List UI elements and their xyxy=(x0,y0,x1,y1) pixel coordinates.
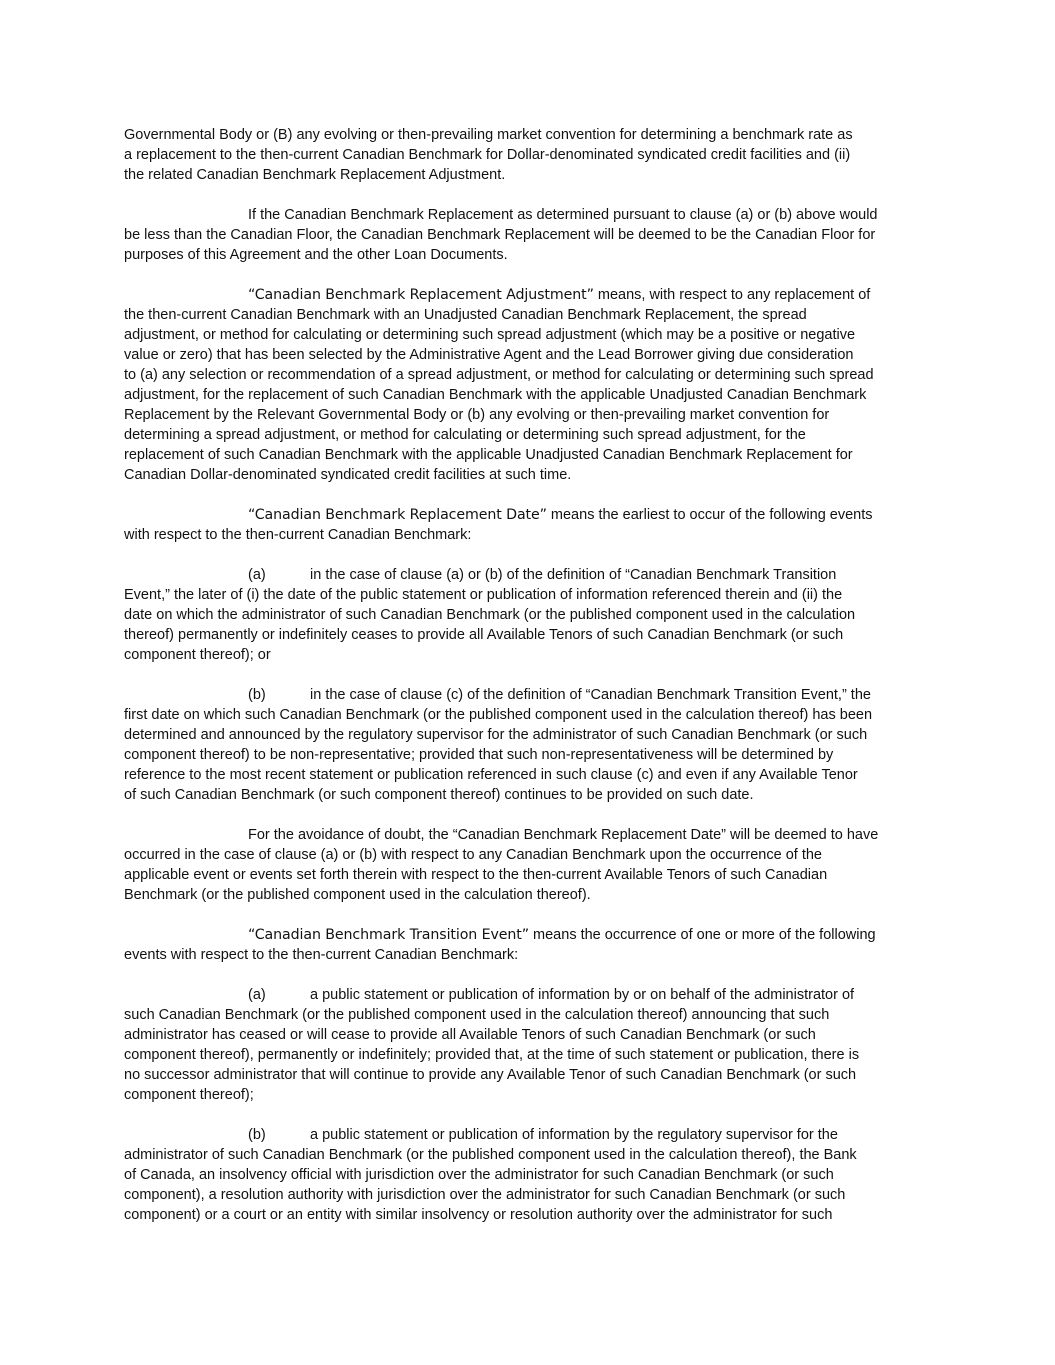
clause-marker: (b) xyxy=(248,687,266,703)
line-text: means, with respect to any replacement of xyxy=(593,287,871,303)
text-line xyxy=(124,705,934,725)
text-line xyxy=(124,1005,934,1025)
line-text: the related Canadian Benchmark Replacement Adjustment. xyxy=(124,167,506,183)
line-text: means the occurrence of one or more of the following xyxy=(529,927,876,943)
text-line xyxy=(124,565,934,585)
paragraph xyxy=(124,505,934,545)
text-line xyxy=(124,145,934,165)
line-text: purposes of this Agreement and the other Loan Documents. xyxy=(124,247,508,263)
defined-term: “Canadian Benchmark Replacement Adjustment” xyxy=(248,287,594,303)
text-line xyxy=(124,1025,934,1045)
text-line xyxy=(124,505,934,525)
line-text: of such Canadian Benchmark (or such component thereof) continues to be provided on such date. xyxy=(124,787,754,803)
line-text: Governmental Body or (B) any evolving or then-prevailing market convention for determining a benchmark rate as xyxy=(124,127,853,143)
defined-term: “Canadian Benchmark Replacement Date” xyxy=(248,507,547,523)
line-text: thereof) permanently or indefinitely ceases to provide all Available Tenors of such Canadian Benchmark (or such xyxy=(124,627,844,643)
line-text: Canadian Dollar-denominated syndicated credit facilities at such time. xyxy=(124,467,572,483)
text-line xyxy=(124,1185,934,1205)
line-text: determined and announced by the regulatory supervisor for the administrator of such Canadian Benchmark (or such xyxy=(124,727,868,743)
line-text: determining a spread adjustment, or method for calculating or determining such spread adjustment, for the xyxy=(124,427,806,443)
text-line xyxy=(124,1045,934,1065)
text-line xyxy=(124,945,934,965)
paragraph xyxy=(124,925,934,965)
line-text: no successor administrator that will continue to provide any Available Tenor of such Canadian Benchmark (or such xyxy=(124,1067,857,1083)
line-text: be less than the Canadian Floor, the Canadian Benchmark Replacement will be deemed to be the Canadian Floor for xyxy=(124,227,876,243)
text-line xyxy=(124,1125,934,1145)
line-text: occurred in the case of clause (a) or (b) with respect to any Canadian Benchmark upon the occurrence of the xyxy=(124,847,822,863)
text-line xyxy=(124,125,934,145)
text-line xyxy=(124,585,934,605)
text-line xyxy=(124,825,934,845)
text-line xyxy=(124,925,934,945)
text-line xyxy=(124,645,934,665)
line-text: component thereof), permanently or indefinitely; provided that, at the time of such statement or publication, there is xyxy=(124,1047,860,1063)
text-line xyxy=(124,425,934,445)
line-text: component thereof); or xyxy=(124,647,271,663)
line-text: means the earliest to occur of the following events xyxy=(546,507,873,523)
text-line xyxy=(124,525,934,545)
line-text: a public statement or publication of information by the regulatory supervisor for the xyxy=(310,1127,838,1143)
line-text: such Canadian Benchmark (or the published component used in the calculation thereof) announcing that such xyxy=(124,1007,830,1023)
text-line xyxy=(124,285,934,305)
line-text: adjustment, or method for calculating or determining such spread adjustment (which may be a positive or negative xyxy=(124,327,856,343)
text-line xyxy=(124,865,934,885)
text-line xyxy=(124,1085,934,1105)
text-line xyxy=(124,605,934,625)
paragraph xyxy=(124,565,934,665)
text-line xyxy=(124,465,934,485)
line-text: events with respect to the then-current Canadian Benchmark: xyxy=(124,947,519,963)
line-text: Benchmark (or the published component used in the calculation thereof). xyxy=(124,887,591,903)
line-text: For the avoidance of doubt, the “Canadian Benchmark Replacement Date” will be deemed to have xyxy=(248,827,879,843)
line-text: date on which the administrator of such Canadian Benchmark (or the published component used in the calculation xyxy=(124,607,856,623)
paragraph xyxy=(124,205,934,265)
paragraph xyxy=(124,1125,934,1225)
line-text: value or zero) that has been selected by the Administrative Agent and the Lead Borrower giving due consideration xyxy=(124,347,854,363)
text-line xyxy=(124,625,934,645)
text-line xyxy=(124,345,934,365)
text-line xyxy=(124,1165,934,1185)
defined-term: “Canadian Benchmark Transition Event” xyxy=(248,927,530,943)
clause-marker: (a) xyxy=(248,567,266,583)
line-text: in the case of clause (c) of the definition of “Canadian Benchmark Transition Event,” the xyxy=(310,687,871,703)
paragraph xyxy=(124,285,934,485)
text-line xyxy=(124,765,934,785)
line-text: applicable event or events set forth therein with respect to the then-current Available Tenors of such Canadian xyxy=(124,867,828,883)
text-line xyxy=(124,305,934,325)
line-text: Replacement by the Relevant Governmental Body or (b) any evolving or then-prevailing market convention for xyxy=(124,407,830,423)
text-line xyxy=(124,165,934,185)
text-line xyxy=(124,205,934,225)
line-text: reference to the most recent statement or publication referenced in such clause (c) and even if any Available Tenor xyxy=(124,767,858,783)
line-text: component), a resolution authority with jurisdiction over the administrator for such Canadian Benchmark (or such xyxy=(124,1187,846,1203)
text-line xyxy=(124,885,934,905)
paragraph xyxy=(124,125,934,185)
text-line xyxy=(124,845,934,865)
text-line xyxy=(124,1145,934,1165)
clause-marker: (a) xyxy=(248,987,266,1003)
paragraph xyxy=(124,825,934,905)
text-line xyxy=(124,745,934,765)
line-text: the then-current Canadian Benchmark with an Unadjusted Canadian Benchmark Replacement, the spread xyxy=(124,307,807,323)
text-line xyxy=(124,1065,934,1085)
line-text: component thereof); xyxy=(124,1087,254,1103)
line-text: first date on which such Canadian Benchmark (or the published component used in the calculation thereof) has been xyxy=(124,707,873,723)
text-line xyxy=(124,385,934,405)
text-line xyxy=(124,985,934,1005)
line-text: adjustment, for the replacement of such Canadian Benchmark with the applicable Unadjusted Canadian Benchmark xyxy=(124,387,867,403)
text-line xyxy=(124,785,934,805)
line-text: in the case of clause (a) or (b) of the definition of “Canadian Benchmark Transition xyxy=(310,567,837,583)
paragraph xyxy=(124,985,934,1105)
text-line xyxy=(124,445,934,465)
line-text: administrator has ceased or will cease to provide all Available Tenors of such Canadian Benchmark (or such xyxy=(124,1027,816,1043)
line-text: component) or a court or an entity with similar insolvency or resolution authority over the administrator for such xyxy=(124,1207,833,1223)
line-text: of Canada, an insolvency official with jurisdiction over the administrator for such Canadian Benchmark (or such xyxy=(124,1167,834,1183)
document-page xyxy=(124,125,934,1245)
paragraph xyxy=(124,685,934,805)
line-text: If the Canadian Benchmark Replacement as determined pursuant to clause (a) or (b) above would xyxy=(248,207,878,223)
text-line xyxy=(124,225,934,245)
line-text: Event,” the later of (i) the date of the public statement or publication of information referenced therein and (ii) the xyxy=(124,587,843,603)
text-line xyxy=(124,685,934,705)
line-text: administrator of such Canadian Benchmark (or the published component used in the calculation thereof), the Bank xyxy=(124,1147,857,1163)
text-line xyxy=(124,725,934,745)
line-text: to (a) any selection or recommendation of a spread adjustment, or method for calculating or determining such spread xyxy=(124,367,874,383)
line-text: component thereof) to be non-representative; provided that such non-representativeness will be determined by xyxy=(124,747,834,763)
text-line xyxy=(124,245,934,265)
line-text: a public statement or publication of information by or on behalf of the administrator of xyxy=(310,987,855,1003)
line-text: with respect to the then-current Canadian Benchmark: xyxy=(124,527,472,543)
clause-marker: (b) xyxy=(248,1127,266,1143)
text-line xyxy=(124,1205,934,1225)
text-line xyxy=(124,365,934,385)
text-line xyxy=(124,405,934,425)
line-text: replacement of such Canadian Benchmark with the applicable Unadjusted Canadian Benchmark Replacement for xyxy=(124,447,853,463)
line-text: a replacement to the then-current Canadian Benchmark for Dollar-denominated syndicated credit facilities and (ii) xyxy=(124,147,851,163)
text-line xyxy=(124,325,934,345)
